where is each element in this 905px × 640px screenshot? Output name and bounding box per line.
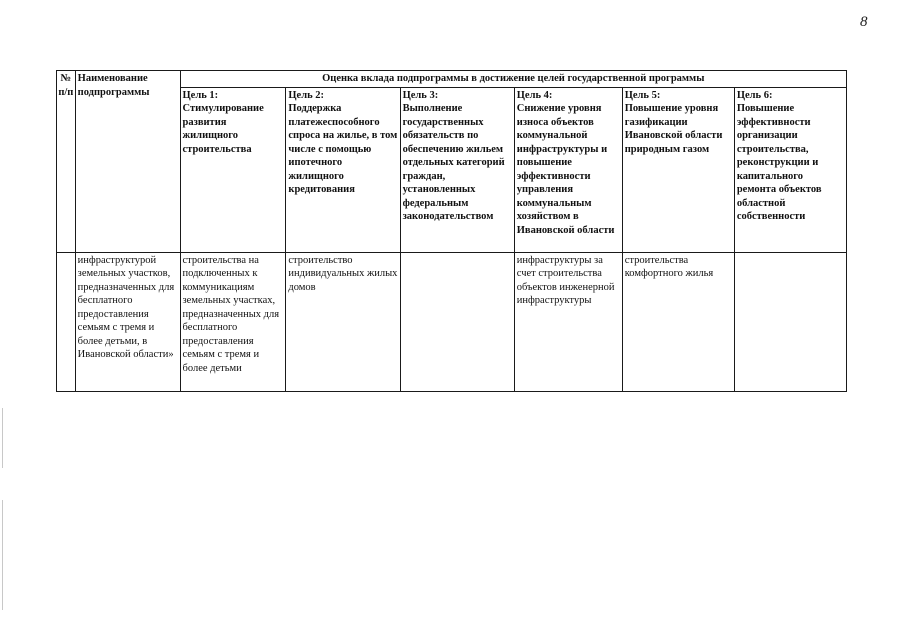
row-number [57, 252, 76, 391]
goal-text: Поддержка платежеспособного спроса на жилье, в том числе с помощью ипотечного жилищного кредитования [288, 103, 398, 195]
goal-header-3 [400, 87, 514, 252]
goal-text: Повышение эффективности организации строительства, реконструкции и капитального ремонта объектов областной собственности [736, 103, 822, 222]
margin-scan-mark [2, 408, 3, 468]
subprogram-assessment-table [56, 70, 847, 392]
goal-title: Цель 2: [288, 89, 325, 101]
goal-text: Снижение уровня износа объектов коммунальной инфраструктуры и повышение эффективности управления коммунальным хозяйством в Ивановской области [516, 103, 615, 236]
goal-title: Цель 5: [624, 89, 661, 101]
goal-title: Цель 4: [516, 89, 553, 101]
row-goal-5-value: строительства комфортного жилья [622, 252, 734, 391]
row-goal-4-value: инфраструктуры за счет строительства объектов инженерной инфраструктуры [514, 252, 622, 391]
row-goal-6-value [734, 252, 846, 391]
row-goal-3-value [400, 252, 514, 391]
header-number: № п/п [57, 71, 76, 253]
goal-header-2 [286, 87, 400, 252]
goal-title: Цель 6: [736, 89, 773, 101]
goal-text: Повышение уровня газификации Ивановской области природным газом [624, 103, 723, 155]
goal-header-6 [734, 87, 846, 252]
goal-text: Выполнение государственных обязательств по обеспечению жильем отдельных категорий граждан, установленных федеральным законодательством [402, 103, 505, 222]
goal-text: Стимулирование развития жилищного строительства [182, 103, 264, 155]
row-goal-1-value: строительства на подключенных к коммуникациям земельных участках, предназначенных для бесплатного предоставления семьям с тремя и более детьми [180, 252, 286, 391]
goal-title: Цель 3: [402, 89, 439, 101]
page-number: 8 [860, 14, 868, 30]
row-subprogram-name: инфраструктурой земельных участков, предназначенных для бесплатного предоставления семьям с тремя и более детьми, в Ивановской области» [75, 252, 180, 391]
header-row-top [57, 71, 847, 88]
row-goal-2-value: строительство индивидуальных жилых домов [286, 252, 400, 391]
table-row [57, 252, 847, 391]
header-assessment: Оценка вклада подпрограммы в достижение целей государственной программы [180, 71, 846, 88]
goal-header-1 [180, 87, 286, 252]
goal-header-5 [622, 87, 734, 252]
goal-header-4 [514, 87, 622, 252]
header-subprogram-name: Наименование подпрограммы [75, 71, 180, 253]
goal-title: Цель 1: [182, 89, 219, 101]
margin-scan-mark [2, 500, 3, 610]
